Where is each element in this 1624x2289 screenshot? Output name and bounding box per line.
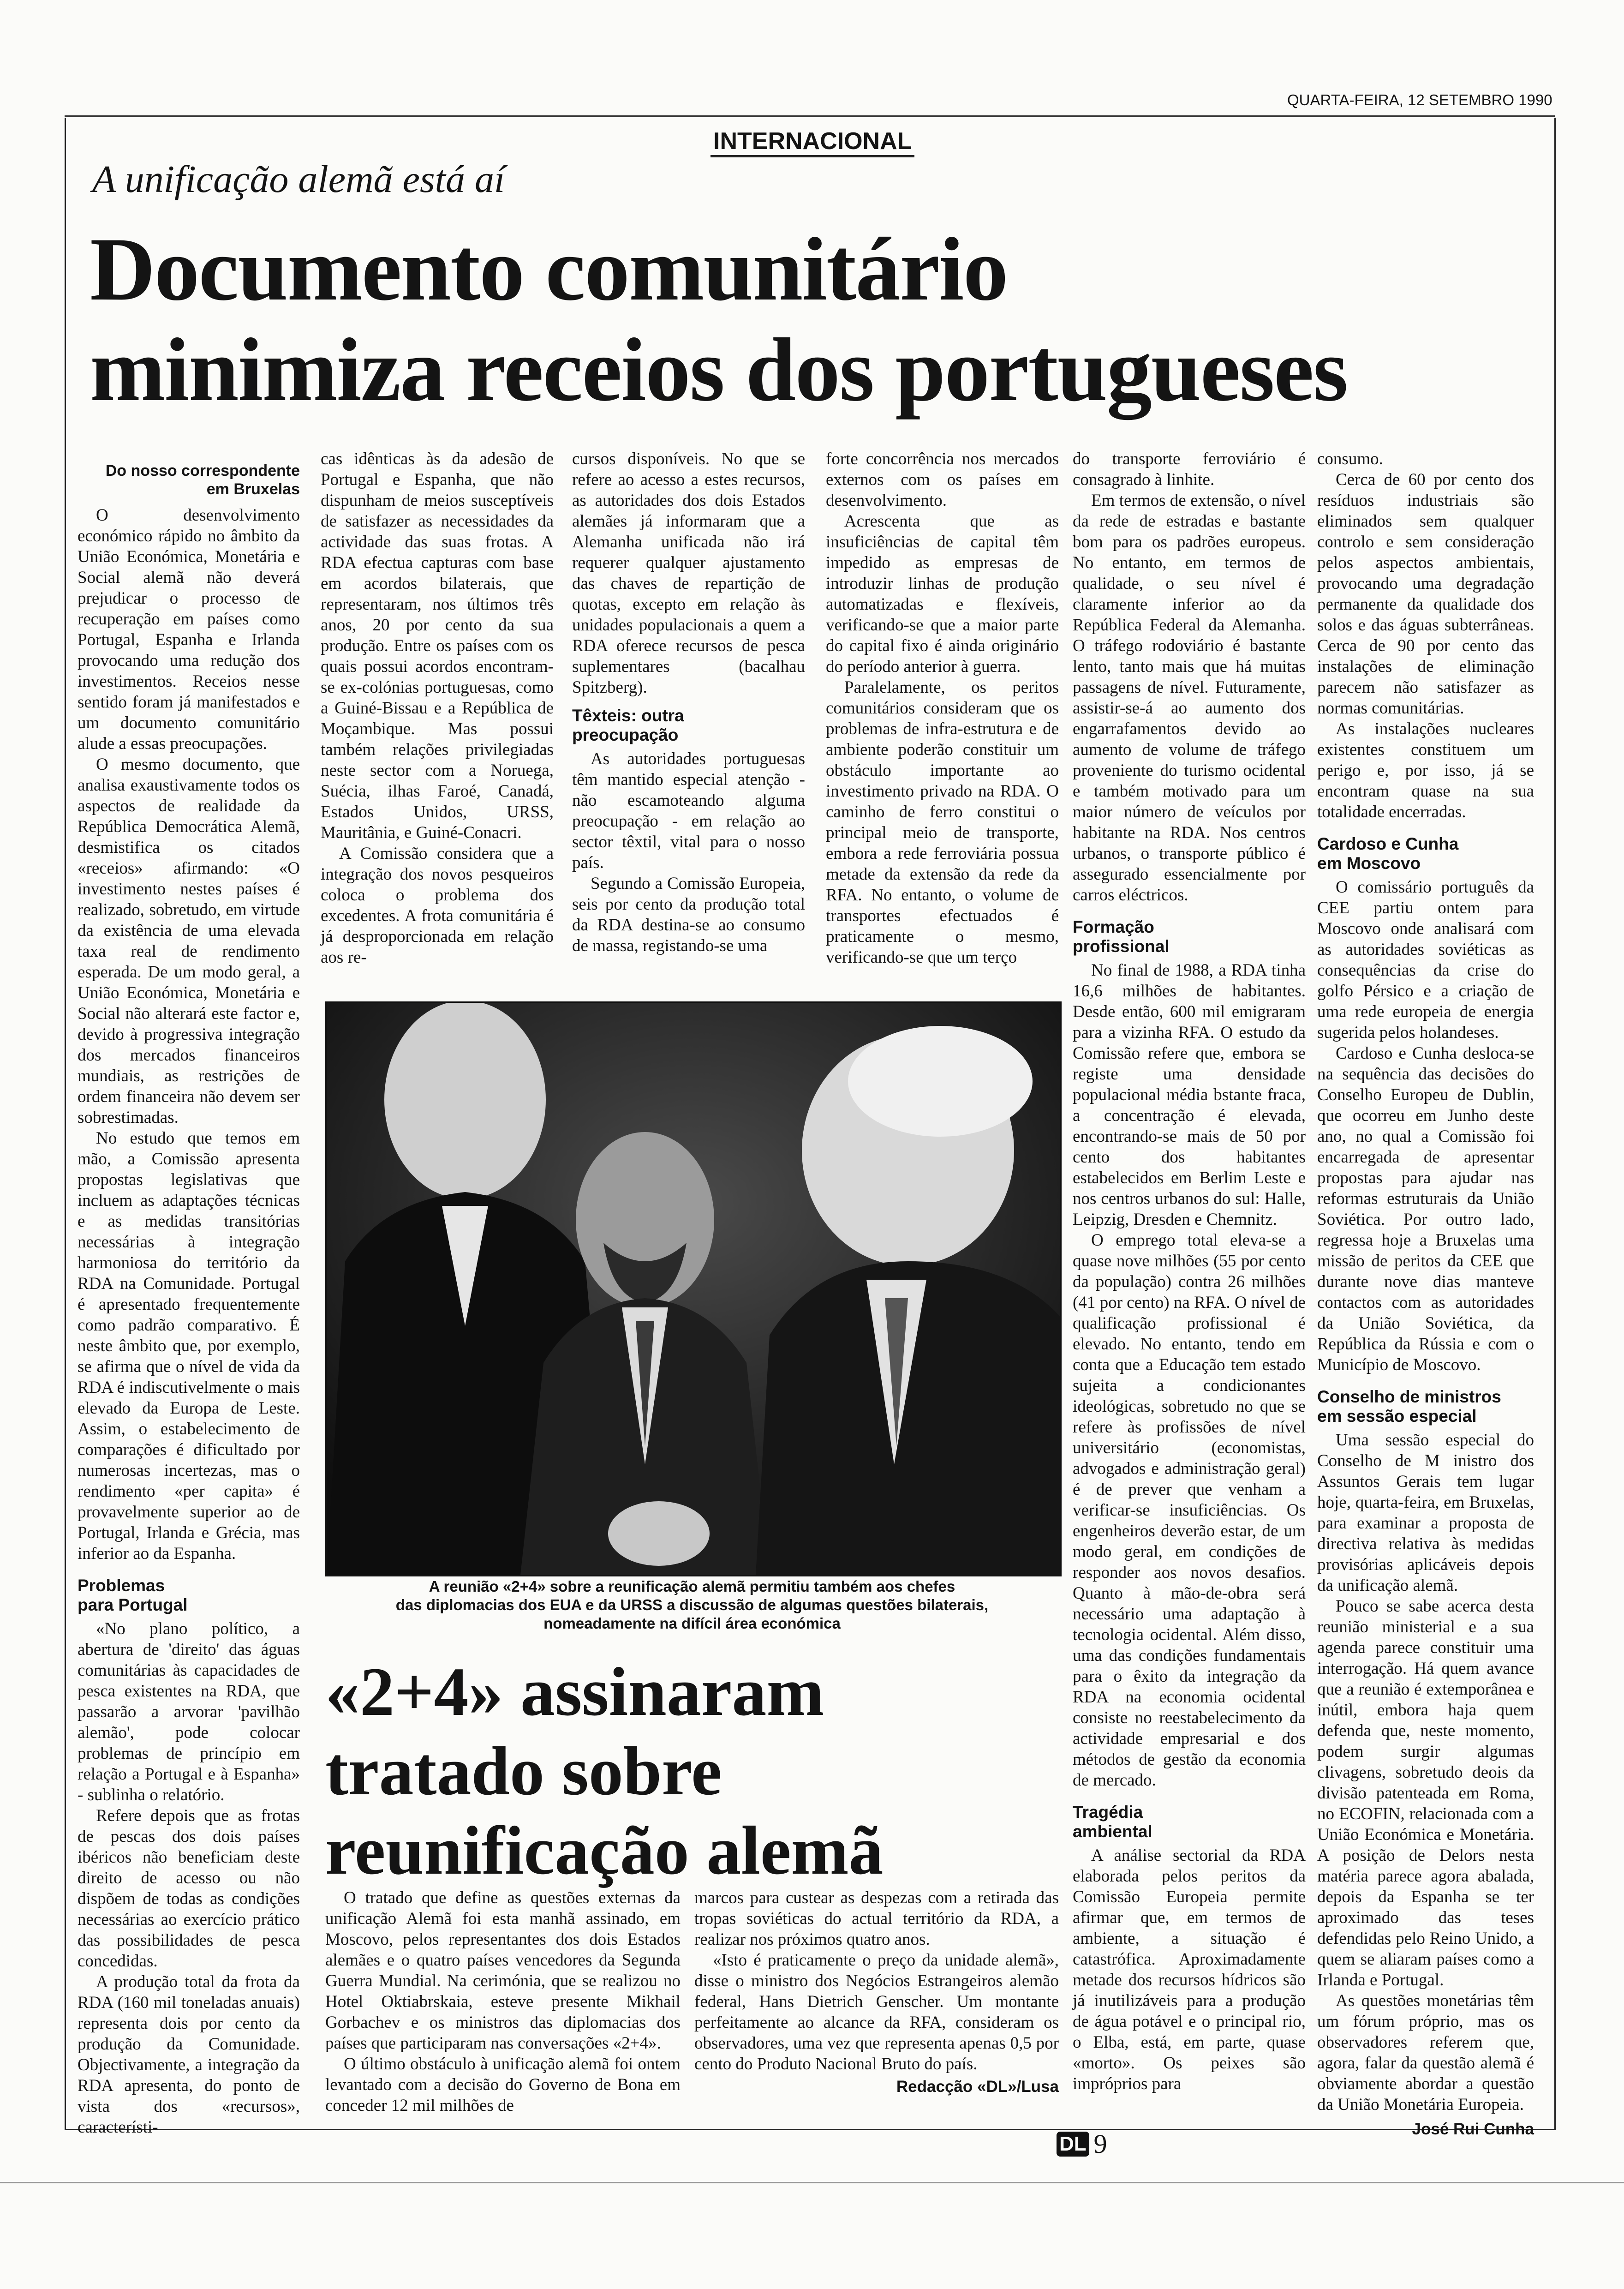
paragraph: Segundo a Comissão Europeia, seis por cento da produção total da RDA destina-se ao consumo de massa, registando-se uma (572, 874, 805, 955)
paragraph: As autoridades portuguesas têm mantido especial atenção - não escamoteando alguma preocupação - em relação ao sector têxtil, vital para o nosso país. (572, 749, 805, 872)
column-2 (321, 449, 554, 968)
column-3 (572, 449, 805, 956)
paragraph: As instalações nucleares existentes constituem um perigo e, por isso, já se encontram quase na sua totalidade encerradas. (1317, 719, 1534, 821)
caption-line-3: nomeadamente na difícil área económica (543, 1615, 841, 1632)
article2-column-1 (325, 1888, 681, 2116)
subhead-conselho (1317, 1387, 1534, 1426)
column-1 (78, 461, 300, 2138)
article2-credit: Redacção «DL»/Lusa (896, 2078, 1059, 2096)
paragraph: «Isto é praticamente o preço da unidade alemã», disse o ministro dos Negócios Estrangeiros alemão federal, Hans Dietrich Genscher. Um montante perfeitamente ao alcance da RFA, consideram os observadores, uma vez que representa apenas 0,5 por cento do Produto Nacional Bruto do país. (694, 1951, 1059, 2073)
paragraph: O mesmo documento, que analisa exaustivamente todos os aspectos de realidade da República Democrática Alemã, desmistifica os citados «receios» afirmando: «O investimento nestes países é realizado, sobretudo, em virtude da existência de uma elevada taxa real de rendimento esperada. De um modo geral, a União Económica, Monetária e Social não alterará este factor e, devido à progressiva integração dos mercados financeiros mundiais, as restrições de ordem financeira não devem ser sobrestimadas. (78, 755, 300, 1127)
paragraph: As questões monetárias têm um fórum próprio, mas os observadores referem que, agora, falar da questão alemã é obviamente abordar a questão da União Monetária Europeia. (1317, 1991, 1534, 2114)
article2-column-2 (694, 1888, 1059, 2097)
bottom-rule (0, 2182, 1624, 2183)
paragraph: No estudo que temos em mão, a Comissão apresenta propostas legislativas que incluem as adaptações técnicas e as medidas transitórias necessárias à integração harmoniosa do território da RDA na Comunidade. Portugal é apresentado frequentemente como padrão comparativo. É neste âmbito que, por exemplo, se afirma que o nível de vida da RDA é indiscutivelmente o mais elevado da Europa de Leste. Assim, o estabelecimento de comparações é dificultado por numerosas incertezas, mas o rendimento «per capita» é provavelmente superior ao de Portugal, Irlanda e Grécia, mas inferior ao da Espanha. (78, 1129, 300, 1563)
paragraph: do transporte ferroviário é consagrado à linhite. (1073, 449, 1306, 489)
paragraph: cursos disponíveis. No que se refere ao acesso a estes recursos, as autoridades dos dois Estados alemães já informaram que a Alemanha unificada não irá requerer qualquer ajustamento das chaves de repartição de quotas, excepto em relação às unidades populacionais a quem a RDA oferece recursos de pesca suplementares (bacalhau Spitzberg). (572, 449, 805, 697)
left-man-head (384, 1003, 546, 1199)
subhead-line: em sessão especial (1317, 1407, 1477, 1426)
paragraph: O último obstáculo à unificação alemã foi ontem levantado com a decisão do Governo de Bona em conceder 12 mil milhões de (325, 2055, 681, 2115)
subhead-line: Problemas (78, 1576, 165, 1595)
paragraph: O desenvolvimento económico rápido no âmbito da União Económica, Monetária e Social alemã não deverá prejudicar o processo de recuperação em países como Portugal, Espanha e Irlanda provocando uma redução dos investimentos. Receios nesse sentido foram já manifestados e um documento comunitário alude a essas preocupações. (78, 506, 300, 753)
headline (90, 219, 1347, 420)
paragraph: No final de 1988, a RDA tinha 16,6 milhões de habitantes. Desde então, 600 mil emigraram para a vizinha RFA. O estudo da Comissão refere que, embora se registe uma densidade populacional média bstante fraca, a concentração é elevada, encontrando-se mais de 50 por cento dos habitantes estabelecidos em Berlim Leste e nos centros urbanos do sul: Halle, Leipzig, Dresden e Chemnitz. (1073, 961, 1306, 1229)
paragraph: Pouco se sabe acerca desta reunião ministerial e a sua agenda parece constituir uma interrogação. Há quem avance que a reunião é extemporânea e inútil, embora haja quem defenda que, neste momento, podem surgir algumas clivagens, sobretudo deois da divisão patenteada em Roma, no ECOFIN, relacionada com a União Económica e Monetária. A posição de Delors nesta matéria parece agora abalada, depois da Espanha se ter aproximado das teses defendidas pelo Reino Unido, a quem se aliaram países como a Irlanda e Portugal. (1317, 1597, 1534, 1989)
paragraph: Refere depois que as frotas de pescas dos dois países ibéricos não beneficiam deste direito de acesso ou não dispõem de todas as condições necessárias ao exercício prático das possibilidades de pesca concedidas. (78, 1806, 300, 1971)
article2-headline-line-1: «2+4» assinaram (325, 1654, 824, 1730)
headline-line-1: Documento comunitário (90, 219, 1008, 319)
subhead-line: profissional (1073, 937, 1170, 956)
subhead-problemas (78, 1576, 300, 1615)
kicker: A unificação alemã está aí (92, 158, 505, 201)
caption-line-1: A reunião «2+4» sobre a reunificação alemã permitiu também aos chefes (429, 1578, 955, 1595)
byline-line-2: em Bruxelas (206, 480, 300, 498)
paragraph: marcos para custear as despezas com a retirada das tropas soviéticas do actual território da RDA, a realizar nos próximos quatro anos. (694, 1888, 1059, 1949)
subhead-tragedia (1073, 1803, 1306, 1841)
top-rule (65, 115, 1555, 117)
paragraph: A análise sectorial da RDA elaborada pelos peritos da Comissão Europeia permite afirmar que, em termos de ambiente, a situação é catastrófica. Aproximadamente metade dos recursos hídricos são já inutilizáveis para a produção de água potável e o principal rio, o Elba, está, em parte, quase «morto». Os peixes são impróprios para (1073, 1846, 1306, 2093)
page-number: 9 (1093, 2129, 1107, 2159)
section-label: INTERNACIONAL (710, 127, 914, 157)
paragraph: Paralelamente, os peritos comunitários consideram que os problemas de infra-estrutura e de ambiente poderão constituir um obstáculo importante ao investimento privado na RDA. O caminho de ferro constitui o principal meio de transporte, embora a rede ferroviária possua metade da extensão da rede da RFA. No entanto, o volume de transportes efectuados é praticamente o mesmo, verificando-se que um terço (826, 678, 1059, 967)
paragraph: Cerca de 60 por cento dos resíduos industriais são eliminados sem qualquer controlo e sem consideração pelos aspectos ambientais, provocando uma degradação permanente da qualidade dos solos e das águas subterrâneas. Cerca de 90 por cento das instalações de eliminação parecem não satisfazer as normas comunitárias. (1317, 470, 1534, 718)
paragraph: O tratado que define as questões externas da unificação Alemã foi esta manhã assinado, em Moscovo, pelos representantes dos dois Estados alemães e o quatro países vencedores da Segunda Guerra Mundial. Na cerimónia, que se realizou no Hotel Oktiabrskaia, esteve presente Mikhail Gorbachev e os ministros das diplomacias dos países que participaram nas conversações «2+4». (325, 1888, 681, 2053)
paragraph: A Comissão considera que a integração dos novos pesqueiros coloca o problema dos excedentes. A frota comunitária é já desproporcionada em relação aos re- (321, 844, 554, 967)
subhead-line: ambiental (1073, 1822, 1152, 1841)
paragraph: consumo. (1317, 449, 1383, 468)
column-5 (1073, 449, 1306, 2094)
article2-headline (325, 1652, 883, 1890)
subhead-line: preocupação (572, 725, 679, 744)
photo-illustration (327, 1003, 1060, 1575)
column-6 (1317, 449, 1534, 2139)
article2-headline-line-2: tratado sobre (325, 1733, 722, 1810)
subhead-line: Conselho de ministros (1317, 1387, 1501, 1406)
paragraph: O comissário português da CEE partiu ontem para Moscovo onde analisará com as autoridades soviéticas as consequências da crise do golfo Pérsico e a criação de uma rede europeia de energia sugerida pelos holandeses. (1317, 878, 1534, 1042)
paragraph: Uma sessão especial do Conselho de M inistro dos Assuntos Gerais tem lugar hoje, quarta-feira, em Bruxelas, para examinar a proposta de directiva relativa às medidas provisórias aplicáveis depois da unificação alemã. (1317, 1431, 1534, 1595)
paragraph: cas idênticas às da adesão de Portugal e Espanha, que não dispunham de meios susceptíveis de satisfazer as necessidades da actividade das suas frotas. A RDA efectua capturas com base em acordos bilaterais, que representaram, nos últimos três anos, 20 por cento da sua produção. Entre os países com os quais possui acordos encontram-se ex-colónias portuguesas, como a Guiné-Bissau e a República de Moçambique. Mas possui também relações privilegiadas neste sector com a Noruega, Suécia, ilhas Faroé, Canadá, Estados Unidos, URSS, Mauritânia, e Guiné-Conacri. (321, 449, 554, 842)
subhead-cardoso (1317, 834, 1534, 873)
news-photo (325, 1001, 1062, 1576)
paragraph: Em termos de extensão, o nível da rede de estradas e bastante bom para os padrões europeus. No entanto, em termos de qualidade, o seu nível é claramente inferior ao da República Federal da Alemanha. O tráfego rodoviário é bastante lento, tanto mais que há muitas passagens de nível. Futuramente, assistir-se-á ao aumento dos engarrafamentos devido ao aumento de volume de tráfego proveniente do turismo ocidental e também motivado para um maior número de veículos por habitante na RDA. Nos centros urbanos, o transporte público é assegurado essencialmente por carros eléctricos. (1073, 491, 1306, 905)
author-signature: José Rui Cunha (1412, 2120, 1534, 2138)
paragraph: forte concorrência nos mercados externos com os países em desenvolvimento. (826, 449, 1059, 510)
column-4 (826, 449, 1059, 968)
article2-headline-line-3: reunificação alemã (325, 1812, 884, 1889)
subhead-formacao (1073, 917, 1306, 956)
paragraph: «No plano político, a abertura de 'direito' das águas comunitárias às capacidades de pesca existentes na RDA, que passarão a arvorar 'pavilhão alemão', pode colocar problemas de princípio em relação a Portugal e à Espanha» - sublinha o relatório. (78, 1619, 300, 1804)
paragraph: A produção total da frota da RDA (160 mil toneladas anuais) representa dois por cento da produção da Comunidade. Objectivamente, a integração da RDA apresenta, do ponto de vista dos «recursos», característi- (78, 1972, 300, 2137)
byline (78, 461, 300, 498)
dl-logo: DL (1057, 2132, 1089, 2157)
headline-line-2: minimiza receios dos portugueses (90, 320, 1348, 420)
subhead-line: Cardoso e Cunha (1317, 834, 1459, 853)
byline-line-1: Do nosso correspondente (105, 462, 300, 479)
photo-caption (325, 1577, 1059, 1633)
date-line: QUARTA-FEIRA, 12 SETEMBRO 1990 (1287, 91, 1552, 108)
paragraph: O emprego total eleva-se a quase nove milhões (55 por cento da população) contra 26 milhões (41 por cento) na RFA. O nível de qualificação profissional é elevado. No entanto, tendo em conta que a Educação tem estado sujeita a condicionantes ideológicas, sobretudo no que se refere às profissões de nível universitário (economistas, advogados e administração geral) é de prever que venham a verificar-se insuficiências. Os engenheiros deverão estar, de um modo geral, em condições de responder aos novos desafios. Quanto à mão-de-obra será necessário uma adaptação à tecnologia ocidental. Além disso, uma das condições fundamentais para o êxito da integração da RDA na economia ocidental consiste no reestabelecimento da actividade empresarial e dos métodos de gestão da economia de mercado. (1073, 1231, 1306, 1790)
paragraph: Cardoso e Cunha desloca-se na sequência das decisões do Conselho Europeu de Dublin, que ocorreu em Junho deste ano, no qual a Comissão foi encarregada de apresentar propostas para ajudar nas reformas estruturais da União Soviética. Por outro lado, regressa hoje a Bruxelas uma missão de peritos da CEE que durante nove dias manteve contactos com as autoridades da União Soviética, da República da Rússia e com o Município de Moscovo. (1317, 1044, 1534, 1374)
subhead-line: em Moscovo (1317, 854, 1421, 873)
subhead-texteis (572, 706, 805, 745)
subhead-line: para Portugal (78, 1595, 188, 1614)
footer-logo (1057, 2131, 1107, 2157)
subhead-line: Têxteis: outra (572, 706, 684, 725)
caption-line-2: das diplomacias dos EUA e da URSS a discussão de algumas questões bilaterais, (395, 1596, 989, 1613)
subhead-line: Formação (1073, 917, 1154, 936)
paragraph: Acrescenta que as insuficiências de capital têm impedido as empresas de introduzir linhas de produção automatizadas e flexíveis, verificando-se que a maior parte do capital fixo é ainda originário do período anterior à guerra. (826, 512, 1059, 676)
subhead-line: Tragédia (1073, 1803, 1143, 1822)
